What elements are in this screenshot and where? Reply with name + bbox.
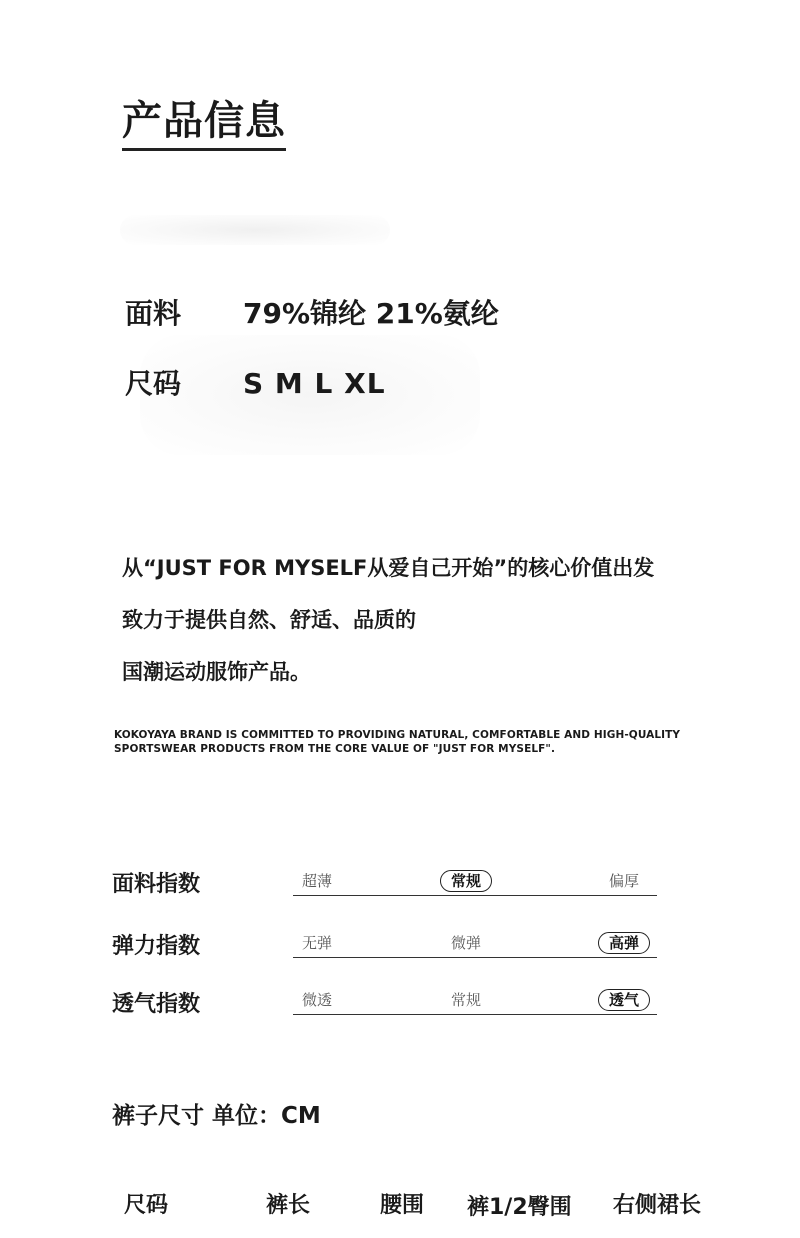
index-option: 偏厚 (609, 872, 640, 890)
index-option-selected: 高弹 (598, 932, 650, 954)
index-scale-fabric (293, 871, 657, 896)
index-option: 微弹 (451, 934, 482, 952)
size-col-hip: 裤1/2臀围 (467, 1195, 572, 1220)
size-col-size: 尺码 (124, 1193, 169, 1218)
blurred-decoration (120, 215, 390, 245)
index-option: 无弹 (302, 934, 333, 952)
index-option: 常规 (451, 991, 482, 1009)
index-scale-elasticity (293, 933, 657, 958)
page-title: 产品信息 (122, 96, 286, 151)
index-option-selected: 透气 (598, 989, 650, 1011)
intro-cn-line-2: 致力于提供自然、舒适、品质的 (122, 608, 416, 632)
intro-en-line-1: KOKOYAYA BRAND IS COMMITTED TO PROVIDING NATURAL, COMFORTABLE AND HIGH-QUALITY (114, 729, 681, 741)
intro-en-text (114, 728, 680, 756)
index-option-selected: 常规 (440, 870, 492, 892)
size-table-heading: 裤子尺寸 单位：CM (112, 1103, 321, 1129)
index-label-breathability: 透气指数 (112, 992, 201, 1017)
spec-label-fabric: 面料 (125, 297, 182, 330)
size-col-length: 裤长 (266, 1193, 311, 1218)
spec-value-fabric: 79%锦纶 21%氨纶 (243, 297, 499, 330)
intro-cn-line-3: 国潮运动服饰产品。 (122, 660, 311, 684)
spec-label-size: 尺码 (125, 367, 182, 400)
index-option: 超薄 (302, 872, 333, 890)
index-label-fabric: 面料指数 (112, 872, 201, 897)
intro-cn-line-1: 从“JUST FOR MYSELF从爱自己开始”的核心价值出发 (122, 556, 655, 580)
index-label-elasticity: 弹力指数 (112, 934, 201, 959)
index-scale-breathability (293, 990, 657, 1015)
index-option: 微透 (302, 991, 333, 1009)
size-col-side-length: 右侧裙长 (613, 1193, 702, 1218)
spec-value-size: S M L XL (243, 367, 386, 400)
size-col-waist: 腰围 (380, 1193, 425, 1218)
intro-en-line-2: SPORTSWEAR PRODUCTS FROM THE CORE VALUE OF "JUST FOR MYSELF". (114, 743, 556, 755)
